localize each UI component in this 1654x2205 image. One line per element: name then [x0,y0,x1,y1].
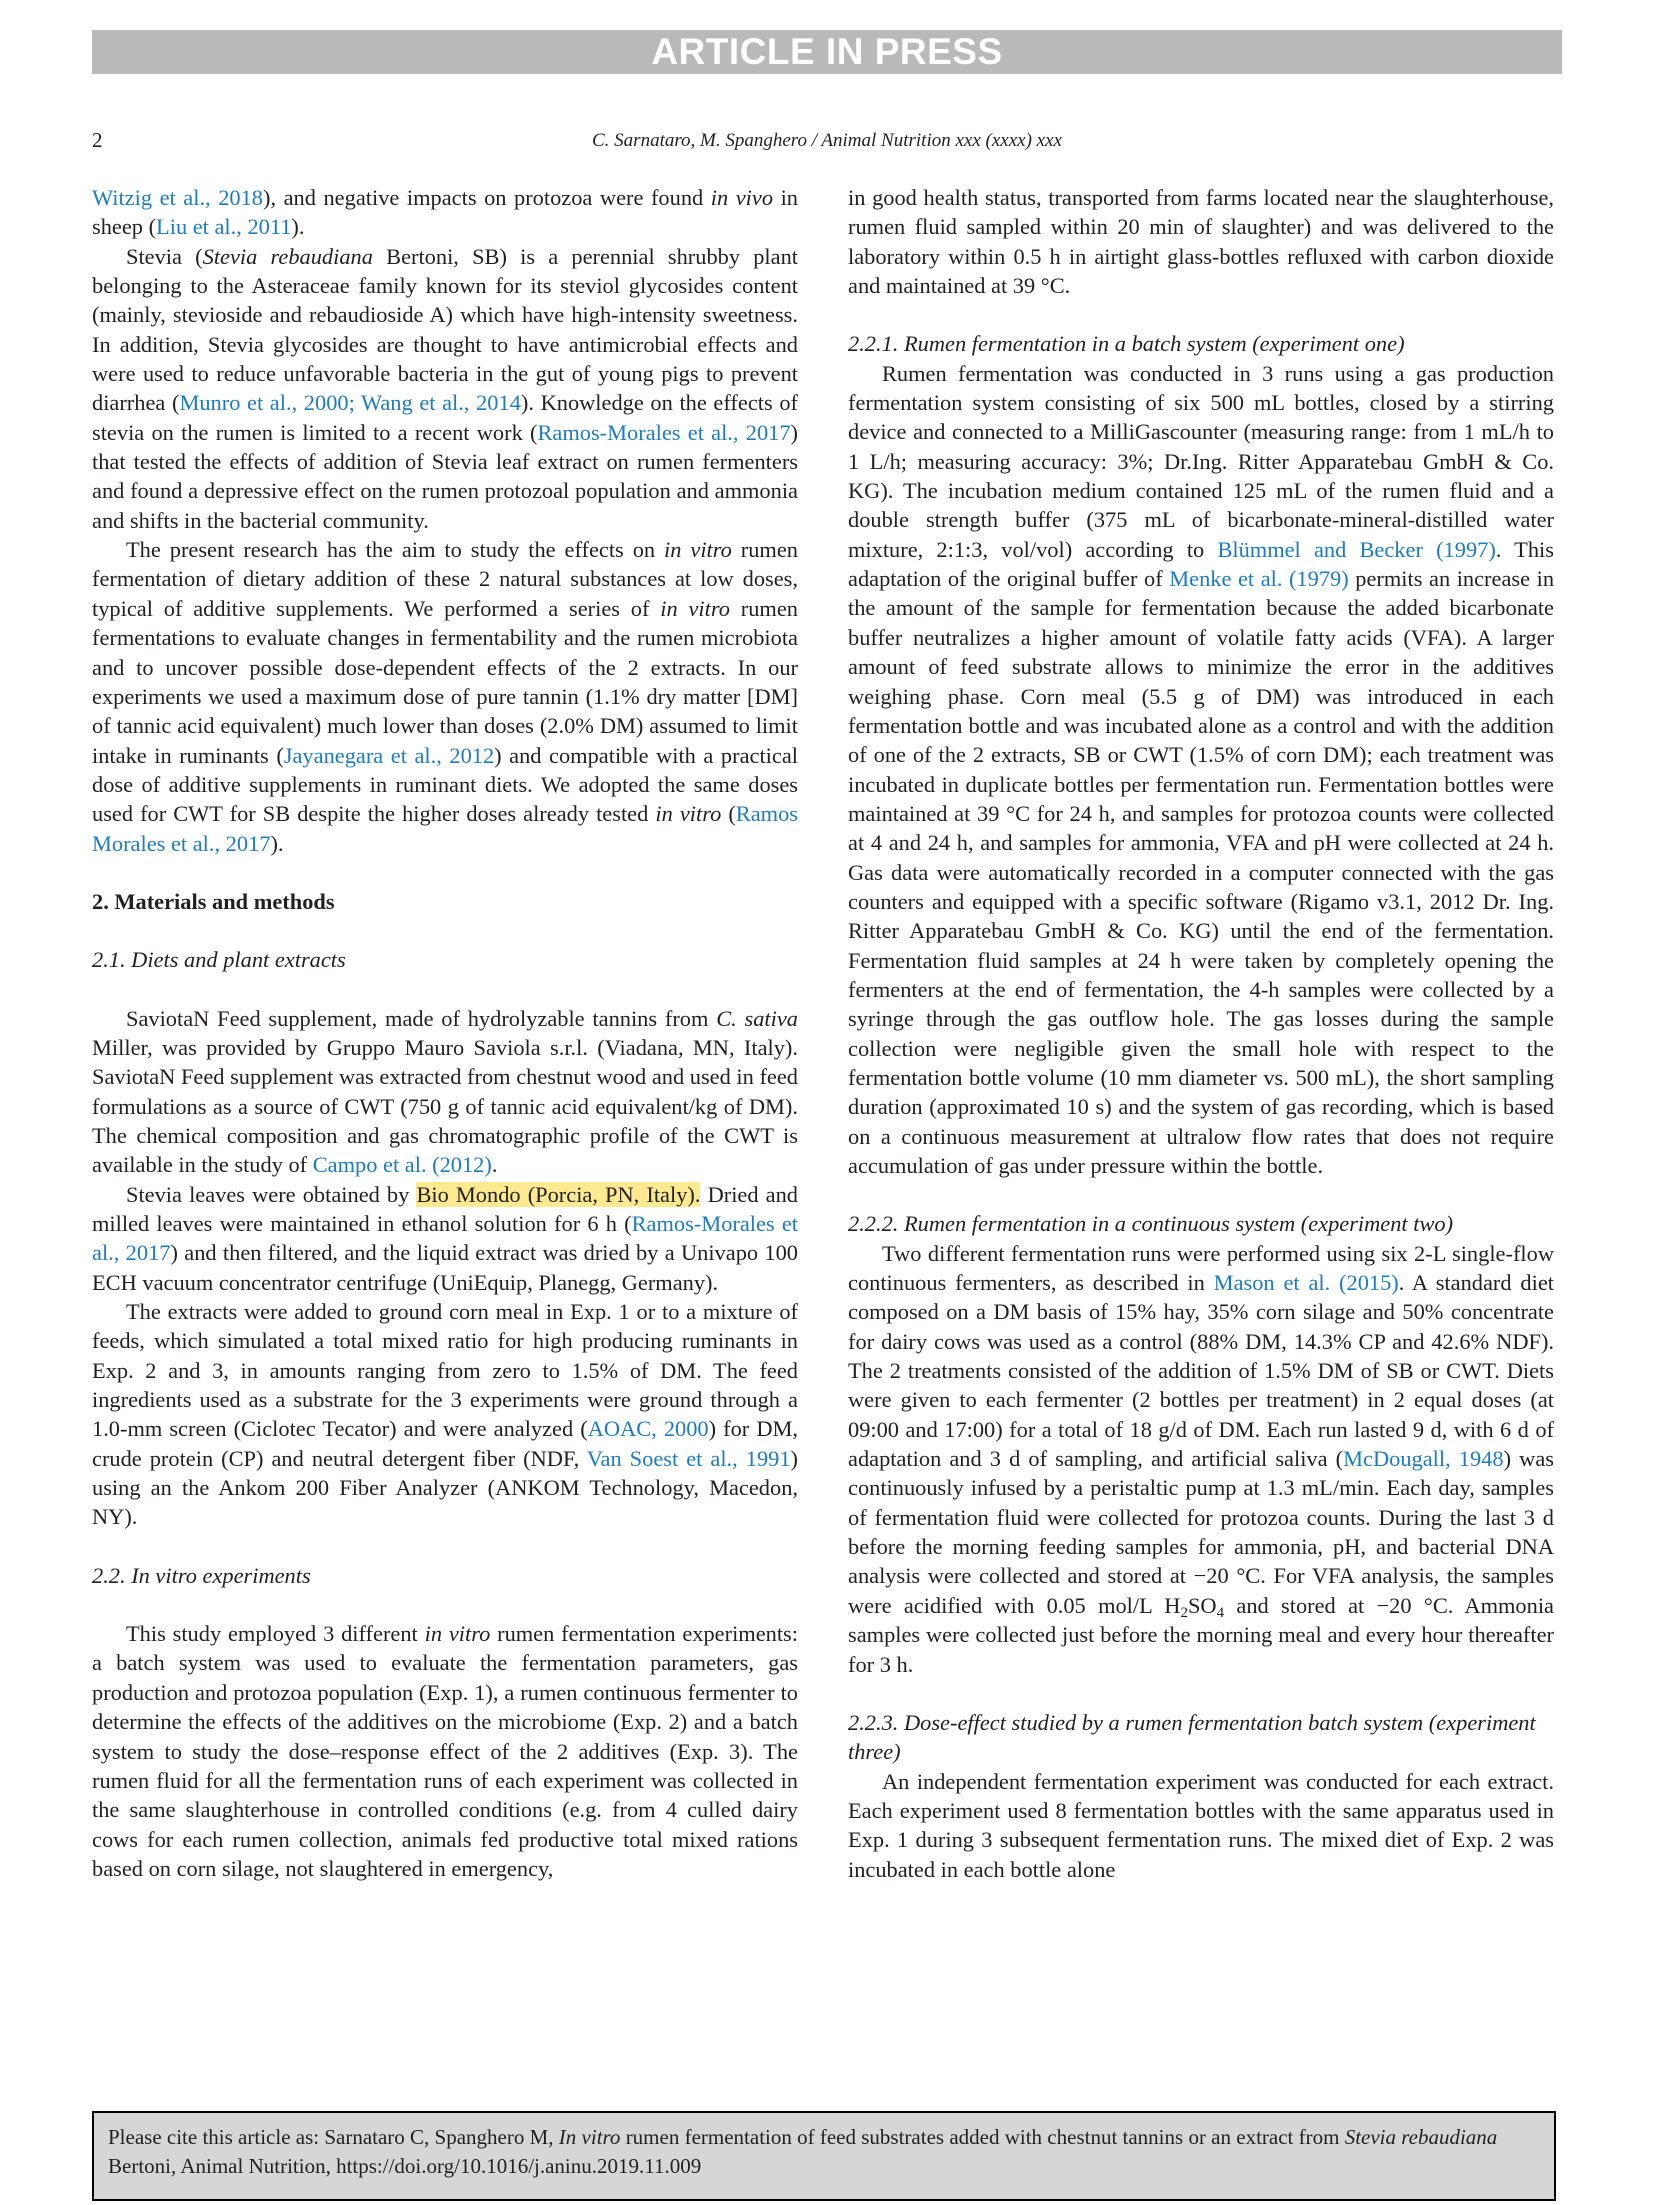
article-in-press-banner: ARTICLE IN PRESS [92,30,1562,74]
reference-link[interactable]: Campo et al. (2012) [312,1152,492,1178]
reference-link[interactable]: Van Soest et al., 1991 [586,1445,791,1471]
paragraph: An independent fermentation experiment was conducted for each extract. Each experiment used 8 fermentation bottles with the same apparatus used in Exp. 1 during 3 subsequent fermentation runs. The mixed diet of Exp. 2 was incubated in each bottle alone [848,1768,1554,1882]
reference-link[interactable]: Munro et al., 2000; Wang et al., 2014 [179,390,521,416]
paragraph: Stevia leaves were obtained by Bio Mondo (Porcia, PN, Italy). Dried and milled leaves were maintained in ethanol solution for 6 h (Ramos-Morales et al., 2017) and then filtered, and the liquid extract was dried by a Univapo 100 ECH vacuum concentrator centrifuge (UniEquip, Planegg, Germany). [92,1181,799,1295]
reference-link[interactable]: Ramos Morales et al., 2017 [92,801,798,856]
paragraph: Witzig et al., 2018), and negative impacts on protozoa were found in vivo in sheep (Liu et al., 2011). [92,185,799,240]
subsection-heading: 2.2.3. Dose-effect studied by a rumen fermentation batch system (experiment three) [848,1709,1536,1765]
paragraph: The present research has the aim to study the effects on in vitro rumen fermentation of dietary addition of these 2 natural substances at low doses, typical of additive supplements. We performed a series of in vitro rumen fermentations to evaluate changes in fermentability and the rumen microbiota and to uncover possible dose-dependent effects of the 2 extracts. In our experiments we used a maximum dose of pure tannin (1.1% dry matter [DM] of tannic acid equivalent) much lower than doses (2.0% DM) assumed to limit intake in ruminants (Jayanegara et al., 2012) and compatible with a practical dose of additive supplements in ruminant diets. We adopted the same doses used for CWT for SB despite the higher doses already tested in vitro (Ramos Morales et al., 2017). [92,537,798,856]
subsection-heading: 2.1. Diets and plant extracts [92,947,346,973]
reference-link[interactable]: Menke et al. (1979) [1169,566,1349,592]
highlighted-text: Bio Mondo (Porcia, PN, Italy). [416,1181,701,1207]
right-column [848,183,1554,1884]
reference-link[interactable]: Jayanegara et al., 2012 [283,742,495,768]
section-heading: 2. Materials and methods [92,888,335,914]
reference-link[interactable]: McDougall, 1948 [1343,1446,1504,1472]
subsection-heading: 2.2.2. Rumen fermentation in a continuous system (experiment two) [848,1211,1454,1237]
citation-box: Please cite this article as: Sarnataro C, Spanghero M, In vitro rumen fermentation of feed substrates added with chestnut tannins or an extract from Stevia rebaudiana Bertoni, Animal Nutrition, https://doi.org/10.1016/j.aninu.2019.11.009 [92,2111,1556,2201]
page-number: 2 [92,128,103,152]
subsection-heading: 2.2. In vitro experiments [92,1562,311,1588]
reference-link[interactable]: Witzig et al., 2018 [92,185,263,210]
paragraph: Stevia (Stevia rebaudiana Bertoni, SB) is a perennial shrubby plant belonging to the Asteraceae family known for its steviol glycosides content (mainly, stevioside and rebaudioside A) which have high-intensity sweetness. In addition, Stevia glycosides are thought to have antimicrobial effects and were used to reduce unfavorable bacteria in the gut of young pigs to prevent diarrhea (Munro et al., 2000; Wang et al., 2014). Knowledge on the effects of stevia on the rumen is limited to a recent work (Ramos-Morales et al., 2017) that tested the effects of addition of Stevia leaf extract on rumen fermenters and found a depressive effect on the rumen protozoal population and ammonia and shifts in the bacterial community. [92,243,798,533]
paragraph: Rumen fermentation was conducted in 3 runs using a gas production fermentation system consisting of six 500 mL bottles, closed by a stirring device and connected to a MilliGascounter (measuring range: from 1 mL/h to 1 L/h; measuring accuracy: 3%; Dr.Ing. Ritter Apparatebau GmbH & Co. KG). The incubation medium contained 125 mL of the rumen fluid and a double strength buffer (375 mL of bicarbonate-mineral-distilled water mixture, 2:1:3, vol/vol) according to Blümmel and Becker (1997). This adaptation of the original buffer of Menke et al. (1979) permits an increase in the amount of the sample for fermentation because the added bicarbonate buffer neutralizes a higher amount of volatile fatty acids (VFA). A larger amount of feed substrate allows to minimize the error in the additives weighing phase. Corn meal (5.5 g of DM) was introduced in each fermentation bottle and was incubated alone as a control and with the addition of one of the 2 extracts, SB or CWT (1.5% of corn DM); each treatment was incubated in duplicate bottles per fermentation run. Fermentation bottles were maintained at 39 °C for 24 h, and samples for protozoa counts were collected at 4 and 24 h, and samples for ammonia, VFA and pH were collected at 24 h. Gas data were automatically recorded in a computer connected with the gas counters and equipped with a specific software (Rigamo v3.1, 2012 Dr. Ing. Ritter Apparatebau GmbH & Co. KG) until the end of the fermentation. Fermentation fluid samples at 24 h were taken by completely opening the fermenters at the end of fermentation, the 4-h samples were collected by a syringe through the gas outflow hole. The gas losses during the sample collection were negligible given the small hole with respect to the fermentation bottle volume (10 mm diameter vs. 500 mL), the short sampling duration (approximated 10 s) and the system of gas recording, which is based on a continuous measurement at ultralow flow rates that does not require accumulation of gas under pressure within the bottle. [848,360,1555,1178]
paragraph: This study employed 3 different in vitro rumen fermentation experiments: a batch system was used to evaluate the fermentation parameters, gas production and protozoa population (Exp. 1), a rumen continuous fermenter to determine the effects of the additives on the microbiome (Exp. 2) and a batch system to study the dose–response effect of the 2 additives (Exp. 3). The rumen fluid for all the fermentation runs of each experiment was collected in the same slaughterhouse in controlled conditions (e.g. from 4 culled dairy cows for each rumen collection, animals fed productive total mixed rations based on corn silage, not slaughtered in emergency, [92,1621,798,1881]
running-head: C. Sarnataro, M. Spanghero / Animal Nutrition xxx (xxxx) xxx [592,130,1062,151]
reference-link[interactable]: Ramos-Morales et al., 2017 [537,419,791,445]
reference-link[interactable]: AOAC, 2000 [587,1416,709,1442]
reference-link[interactable]: Liu et al., 2011 [156,214,292,240]
reference-link[interactable]: Ramos-Morales et al., 2017 [92,1211,799,1266]
reference-link[interactable]: Blümmel and Becker (1997) [1217,536,1496,562]
subsection-heading: 2.2.1. Rumen fermentation in a batch system (experiment one) [848,331,1405,357]
paragraph: in good health status, transported from farms located near the slaughterhouse, rumen fluid sampled within 20 min of slaughter) and was delivered to the laboratory within 0.5 h in airtight glass-bottles refluxed with carbon dioxide and maintained at 39 °C. [848,185,1554,299]
paragraph: Two different fermentation runs were performed using six 2-L single-flow continuous fermenters, as described in Mason et al. (2015). A standard diet composed on a DM basis of 15% hay, 35% corn silage and 50% concentrate for dairy cows was used as a control (88% DM, 14.3% CP and 42.6% NDF). The 2 treatments consisted of the addition of 1.5% DM of SB or CWT. Diets were given to each fermenter (2 bottles per treatment) in 2 equal doses (at 09:00 and 17:00) for a total of 18 g/d of DM. Each run lasted 9 d, with 6 d of adaptation and 3 d of sampling, and artificial saliva (McDougall, 1948) was continuously infused by a peristaltic pump at 1.3 mL/min. Each day, samples of fermentation fluid were collected for protozoa counts. During the last 3 d before the morning feeding samples for ammonia, pH, and bacterial DNA analysis were collected and stored at −20 °C. For VFA analysis, the samples were acidified with 0.05 mol/L $H_2SO_4$ and stored at −20 °C. Ammonia samples were collected just before the morning meal and every hour thereafter for 3 h. [848,1240,1554,1677]
left-column [92,183,798,1883]
reference-link[interactable]: Mason et al. (2015) [1213,1270,1399,1296]
paragraph: SaviotaN Feed supplement, made of hydrolyzable tannins from C. sativa Miller, was provided by Gruppo Mauro Saviola s.r.l. (Viadana, MN, Italy). SaviotaN Feed supplement was extracted from chestnut wood and used in feed formulations as a source of CWT (750 g of tannic acid equivalent/kg of DM). The chemical composition and gas chromatographic profile of the CWT is available in the study of Campo et al. (2012). [92,1005,798,1178]
paragraph: The extracts were added to ground corn meal in Exp. 1 or to a mixture of feeds, which simulated a total mixed ratio for high producing ruminants in Exp. 2 and 3, in amounts ranging from zero to 1.5% of DM. The feed ingredients used as a substrate for the 3 experiments were ground through a 1.0-mm screen (Ciclotec Tecator) and were analyzed (AOAC, 2000) for DM, crude protein (CP) and neutral detergent fiber (NDF, Van Soest et al., 1991) using an the Ankom 200 Fiber Analyzer (ANKOM Technology, Macedon, NY). [92,1299,799,1530]
